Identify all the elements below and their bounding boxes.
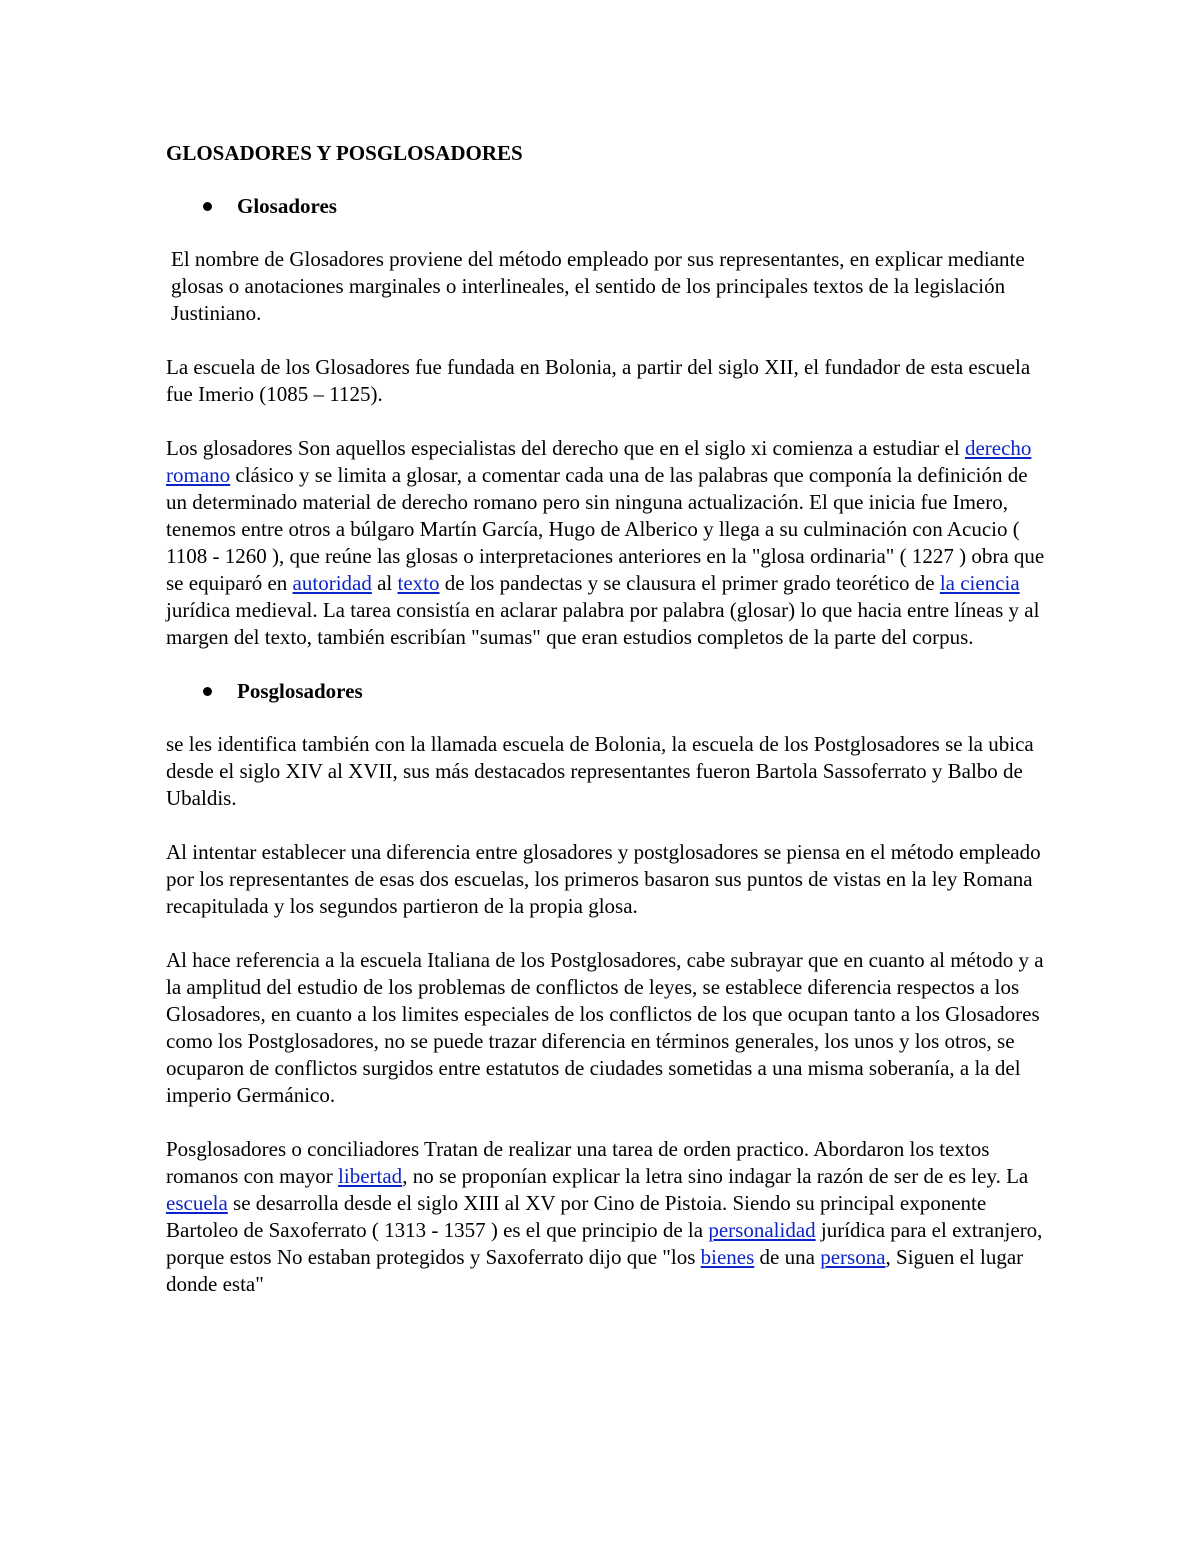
paragraph bbox=[166, 435, 1046, 651]
document-page bbox=[166, 140, 1046, 1325]
link-autoridad[interactable]: autoridad bbox=[292, 571, 372, 595]
document-title: GLOSADORES Y POSGLOSADORES bbox=[166, 141, 523, 165]
paragraph: Al intentar establecer una diferencia entre glosadores y postglosadores se piensa en el método empleado por los representantes de esas dos escuelas, los primeros basaron sus puntos de vistas en la ley Romana recapitulada y los segundos partieron de la propia glosa. bbox=[166, 840, 1041, 918]
paragraph: se les identifica también con la llamada escuela de Bolonia, la escuela de los Postglosadores se la ubica desde el siglo XIV al XVII, sus más destacados representantes fueron Bartola Sassoferrato y Balbo de Ubaldis. bbox=[166, 732, 1034, 810]
link-personalidad[interactable]: personalidad bbox=[708, 1218, 816, 1242]
link-libertad[interactable]: libertad bbox=[338, 1164, 403, 1188]
link-la-ciencia[interactable]: la ciencia bbox=[939, 571, 1020, 595]
link-texto[interactable]: texto bbox=[397, 571, 440, 595]
paragraph: La escuela de los Glosadores fue fundada en Bolonia, a partir del siglo XII, el fundador de esta escuela fue Imerio (1085 – 1125). bbox=[166, 355, 1031, 406]
paragraph: Al hace referencia a la escuela Italiana de los Postglosadores, cabe subrayar que en cuanto al método y a la amplitud del estudio de los problemas de conflictos de leyes, se establece diferencia respectos a los Glosadores, en cuanto a los limites especiales de los conflictos de los que ocupan tanto a los Glosadores como los Postglosadores, no se puede trazar diferencia en términos generales, los unos y los otros, se ocuparon de conflictos surgidos entre estatutos de ciudades sometidas a una misma soberanía, a la del imperio Germánico. bbox=[166, 948, 1044, 1107]
text-run: jurídica medieval. La tarea consistía en aclarar palabra por palabra (glosar) lo que hacia entre líneas y al margen del texto, también escribían "sumas" que eran estudios completos de la parte del corpus. bbox=[166, 598, 1040, 649]
section-heading-posglosadores bbox=[166, 678, 1046, 705]
link-persona[interactable]: persona bbox=[820, 1245, 886, 1269]
text-run: jurídica para el extranjero, porque estos No estaban protegidos y Saxoferrato dijo que "los bbox=[166, 1218, 1043, 1269]
section-heading-label: Posglosadores bbox=[237, 679, 363, 703]
link-bienes[interactable]: bienes bbox=[700, 1245, 755, 1269]
section-heading-label: Glosadores bbox=[237, 194, 337, 218]
bullet-icon bbox=[203, 202, 212, 211]
text-run: clásico y se limita a glosar, a comentar cada una de las palabras que componía la definición de un determinado material de derecho romano pero sin ninguna actualización. El que inicia fue Imero, tenemos entre otros a búlgaro Martín García, Hugo de Alberico y llega a su culminación con Acucio ( 1108 - 1260 ), que reúne las glosas o interpretaciones anteriores en la "glosa ordinaria" ( 1227 ) obra que se equiparó en bbox=[166, 463, 1045, 595]
text-run: , no se proponían explicar la letra sino indagar la razón de ser de es ley. La bbox=[402, 1164, 1029, 1188]
text-run: Los glosadores Son aquellos especialistas del derecho que en el siglo xi comienza a estudiar el bbox=[166, 436, 965, 460]
paragraph bbox=[166, 1136, 1046, 1298]
section-heading-glosadores bbox=[166, 193, 1046, 220]
text-run: , Siguen el lugar donde esta" bbox=[166, 1245, 1024, 1296]
bullet-icon bbox=[203, 687, 212, 696]
text-run: al bbox=[371, 571, 398, 595]
paragraph: El nombre de Glosadores proviene del método empleado por sus representantes, en explicar mediante glosas o anotaciones marginales o interlineales, el sentido de los principales textos de la legislación Justiniano. bbox=[171, 247, 1025, 325]
text-run: de los pandectas y se clausura el primer grado teorético de bbox=[439, 571, 940, 595]
text-run: de una bbox=[754, 1245, 821, 1269]
link-derecho-romano[interactable]: derecho romano bbox=[166, 436, 1032, 487]
link-escuela[interactable]: escuela bbox=[166, 1191, 228, 1215]
text-run: se desarrolla desde el siglo XIII al XV por Cino de Pistoia. Siendo su principal exponente Bartoleo de Saxoferrato ( 1313 - 1357 ) es el que principio de la bbox=[166, 1191, 987, 1242]
text-run: Posglosadores o conciliadores Tratan de realizar una tarea de orden practico. Abordaron los textos romanos con mayor bbox=[166, 1137, 990, 1188]
